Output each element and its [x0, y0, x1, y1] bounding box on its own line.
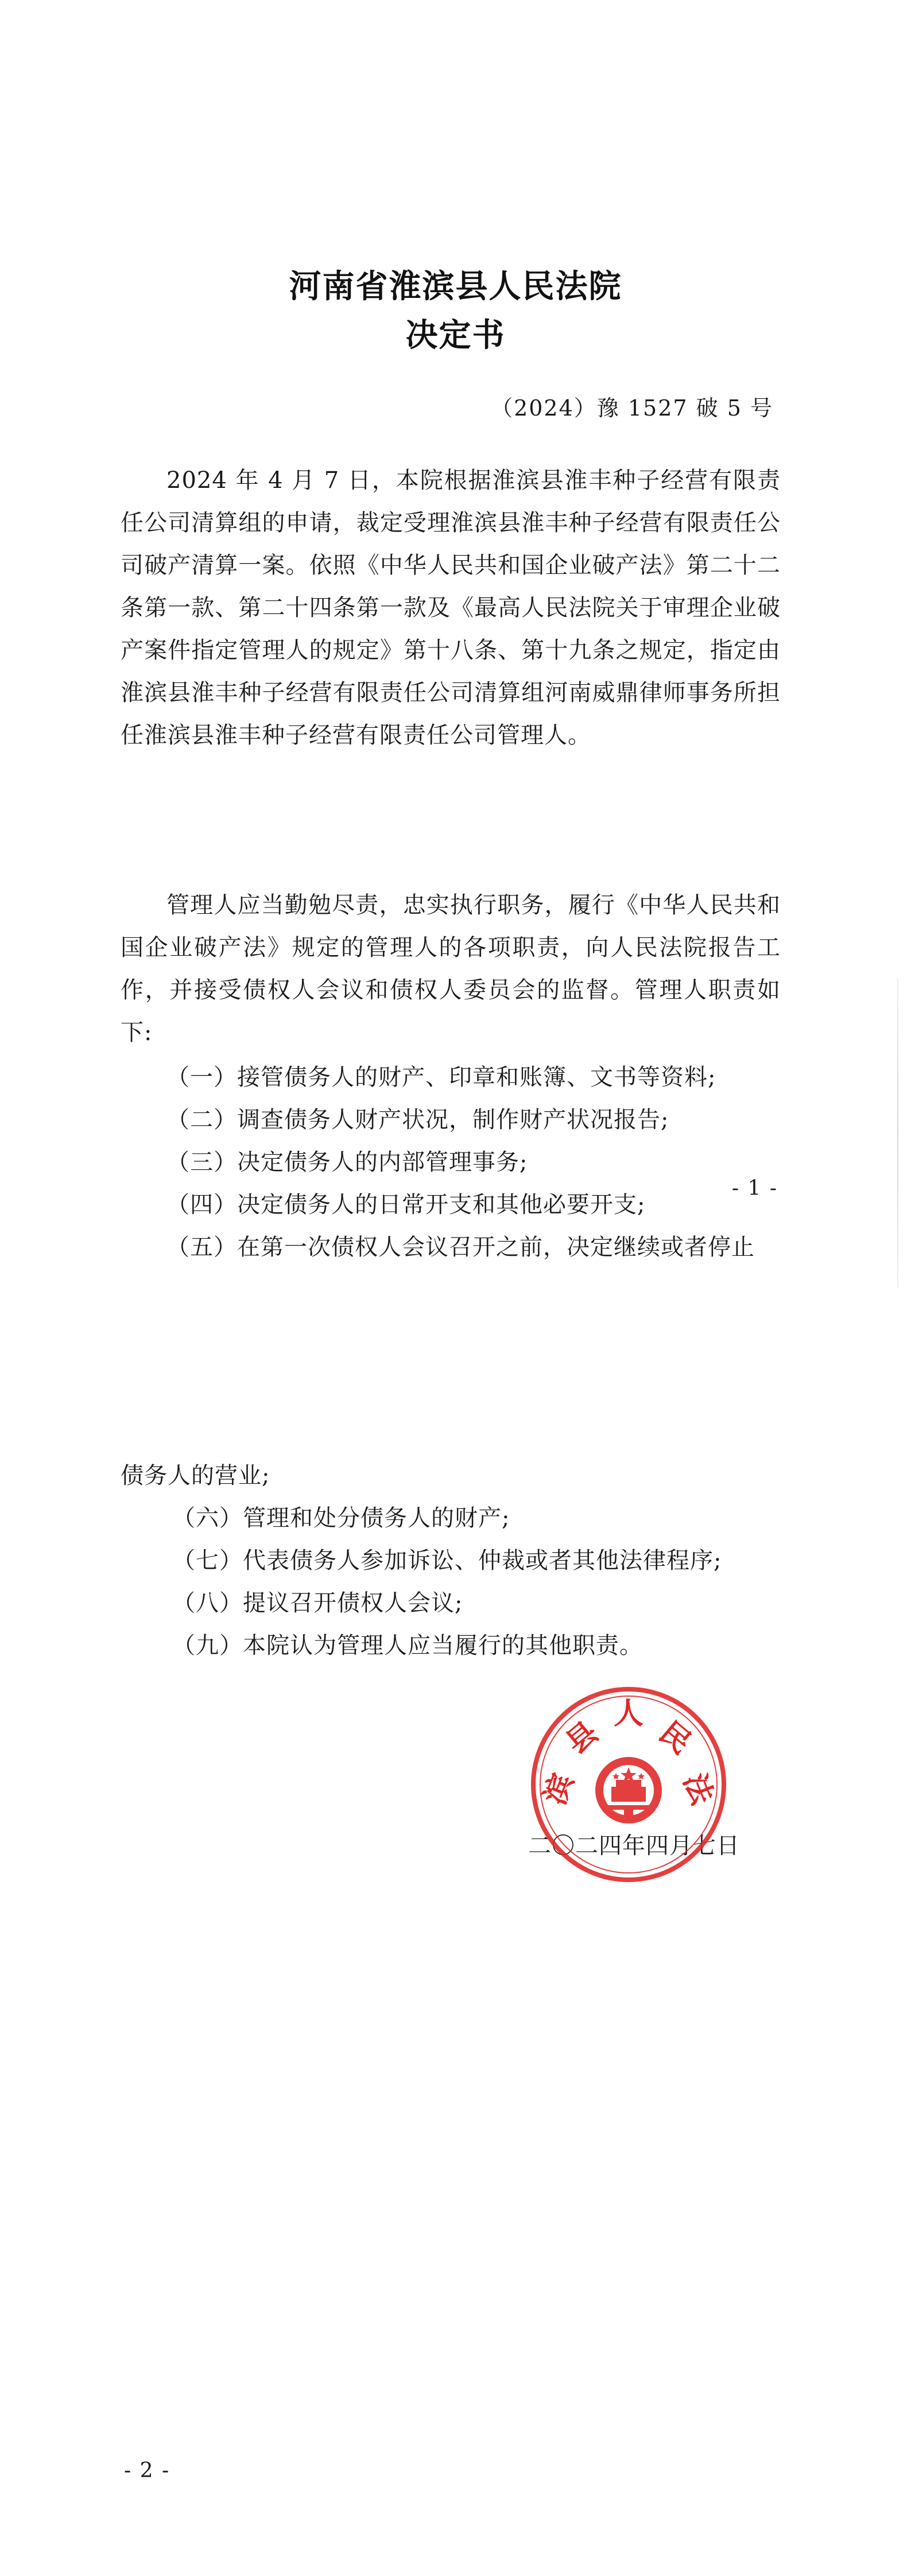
- duty-item: （五）在第一次债权人会议召开之前，决定继续或者停止: [166, 1234, 755, 1260]
- duty-item: （七）代表债务人参加诉讼、仲裁或者其他法律程序;: [172, 1547, 722, 1574]
- paragraph-ruling: 2024 年 4 月 7 日，本院根据淮滨县淮丰种子经营有限责任公司清算组的申请，裁定受理淮滨县淮丰种子经营有限责任公司破产清算一案。依照《中华人民共和国企业破产法》第二十二条第一款、第二十四条第一款及《最高人民法院关于审理企业破产案件指定管理人的规定》第十八条、第十九条之规定，指定由淮滨县淮丰种子经营有限责任公司清算组河南威鼎律师事务所担任淮滨县淮丰种子经营有限责任公司管理人。: [121, 467, 781, 748]
- document-type-heading: 决定书: [405, 316, 506, 354]
- duty-item: （一）接管债务人的财产、印章和账簿、文书等资料;: [166, 1064, 716, 1091]
- duty-item: （九）本院认为管理人应当履行的其他职责。: [172, 1632, 643, 1659]
- duty-item: （四）决定债务人的日常开支和其他必要开支;: [166, 1192, 646, 1218]
- page-number-1: - 1 -: [731, 1177, 778, 1200]
- seal-text: 滨 县 人 民 法: [537, 1696, 720, 1810]
- page-number-2: - 2 -: [124, 2459, 170, 2482]
- duty-item: （八）提议召开债权人会议;: [172, 1590, 463, 1616]
- duty-item: （六）管理和处分债务人的财产;: [172, 1505, 510, 1531]
- scan-edge-line: [897, 978, 898, 1288]
- case-number: （2024）豫 1527 破 5 号: [491, 395, 773, 421]
- duty-item: （三）决定债务人的内部管理事务;: [166, 1149, 528, 1176]
- paragraph-duties-intro: 管理人应当勤勉尽责，忠实执行职务，履行《中华人民共和国企业破产法》规定的管理人的各项职责，向人民法院报告工作，并接受债权人会议和债权人委员会的监督。管理人职责如下:: [121, 892, 781, 1046]
- court-name-heading: 河南省淮滨县人民法院: [289, 267, 622, 305]
- duty-item: （二）调查债务人财产状况，制作财产状况报告;: [166, 1107, 669, 1133]
- document-page-2: [0, 1288, 911, 2576]
- decision-date: 二〇二四年四月七日: [528, 1833, 740, 1859]
- duty-continuation: 债务人的营业;: [121, 1462, 270, 1489]
